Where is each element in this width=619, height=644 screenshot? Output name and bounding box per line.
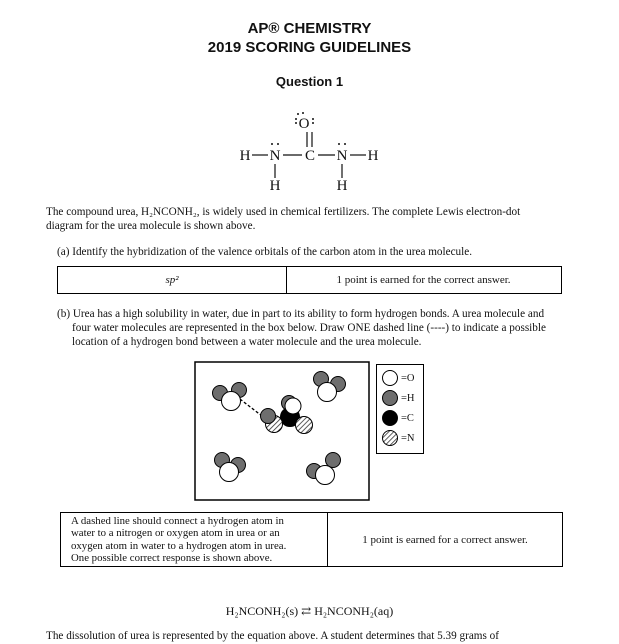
lewis-atom-h-bottom-left: H xyxy=(269,178,281,194)
lewis-atom-o: O xyxy=(298,116,310,132)
legend-carbon xyxy=(381,408,423,428)
part-b-points: 1 point is earned for a correct answer. xyxy=(362,533,528,546)
part-b-answer-line-1: A dashed line should connect a hydrogen atom in xyxy=(71,515,284,527)
water1-o xyxy=(222,392,241,411)
urea-h-left xyxy=(261,409,276,424)
part-b-line-3: location of a hydrogen bond between a water molecule and the urea molecule. xyxy=(72,336,422,348)
dissolution-equation xyxy=(0,604,619,619)
question-title: Question 1 xyxy=(275,74,344,89)
part-b-line-1: (b) Urea has a high solubility in water, due in part to its ability to form hydrogen bonds. A urea molecule and xyxy=(57,308,545,320)
part-b-answer-line-3: oxygen atom in water to a hydrogen atom in urea. xyxy=(71,539,287,552)
part-a-answer-box xyxy=(57,266,562,294)
footer-paragraph: The dissolution of urea is represented by the equation above. A student determines that 5.39 grams of xyxy=(46,630,499,642)
equation-arrow: ⇄ xyxy=(301,604,312,618)
legend-carbon-label: =C xyxy=(401,412,414,424)
lewis-atom-h-left: H xyxy=(239,148,251,164)
legend-oxygen xyxy=(381,368,423,388)
header-subtitle: 2019 SCORING GUIDELINES xyxy=(207,39,412,56)
legend-oxygen-circle xyxy=(381,369,399,387)
lewis-atom-h-right: H xyxy=(367,148,379,164)
part-a-prompt: (a) Identify the hybridization of the valence orbitals of the carbon atom in the urea molecule. xyxy=(57,246,473,258)
legend-oxygen-label: =O xyxy=(401,372,415,384)
legend-hydrogen xyxy=(381,388,423,408)
part-a-points: 1 point is earned for the correct answer. xyxy=(336,274,511,286)
water2-o xyxy=(318,383,337,402)
intro-line-1: The compound urea, H₂NCONH₂, is widely used in chemical fertilizers. The complete Lewis electron-dot xyxy=(46,206,521,218)
intro-line-2: diagram for the urea molecule is shown above. xyxy=(46,220,256,232)
legend-hydrogen-label: =H xyxy=(401,392,415,404)
legend-nitrogen-circle xyxy=(381,429,399,447)
part-b-answer-line-2: water to a nitrogen or oxygen atom in urea or an xyxy=(71,527,280,540)
part-b-prompt xyxy=(57,307,607,349)
lewis-atom-n-left: N xyxy=(269,148,281,164)
legend-hydrogen-circle xyxy=(381,389,399,407)
urea-n-right xyxy=(296,417,313,434)
intro-paragraph xyxy=(46,205,606,233)
water3-o xyxy=(220,463,239,482)
lewis-structure-diagram xyxy=(225,110,395,196)
lewis-atom-n-right: N xyxy=(336,148,348,164)
water4-o xyxy=(316,466,335,485)
atom-legend xyxy=(376,364,424,454)
part-b-answer-box xyxy=(60,512,563,567)
part-a-answer: sp² xyxy=(58,267,287,293)
part-b-answer-line-4: One possible correct response is shown above. xyxy=(71,551,273,564)
legend-nitrogen-label: =N xyxy=(401,432,415,444)
legend-nitrogen xyxy=(381,428,423,448)
lewis-atom-h-bottom-right: H xyxy=(336,178,348,194)
equation-right: H₂NCONH₂(aq) xyxy=(314,604,394,618)
water4-h-b xyxy=(326,453,341,468)
equation-left: H₂NCONH₂(s) xyxy=(225,604,299,618)
header-title: AP® CHEMISTRY xyxy=(247,20,372,37)
lewis-atom-c: C xyxy=(304,148,316,164)
legend-carbon-circle xyxy=(381,409,399,427)
part-b-line-2: four water molecules are represented in the box below. Draw ONE dashed line (----) to indicate a possible xyxy=(72,322,546,334)
urea-o xyxy=(285,398,301,414)
part-b-answer-text xyxy=(61,513,328,566)
molecules-diagram xyxy=(194,361,370,501)
